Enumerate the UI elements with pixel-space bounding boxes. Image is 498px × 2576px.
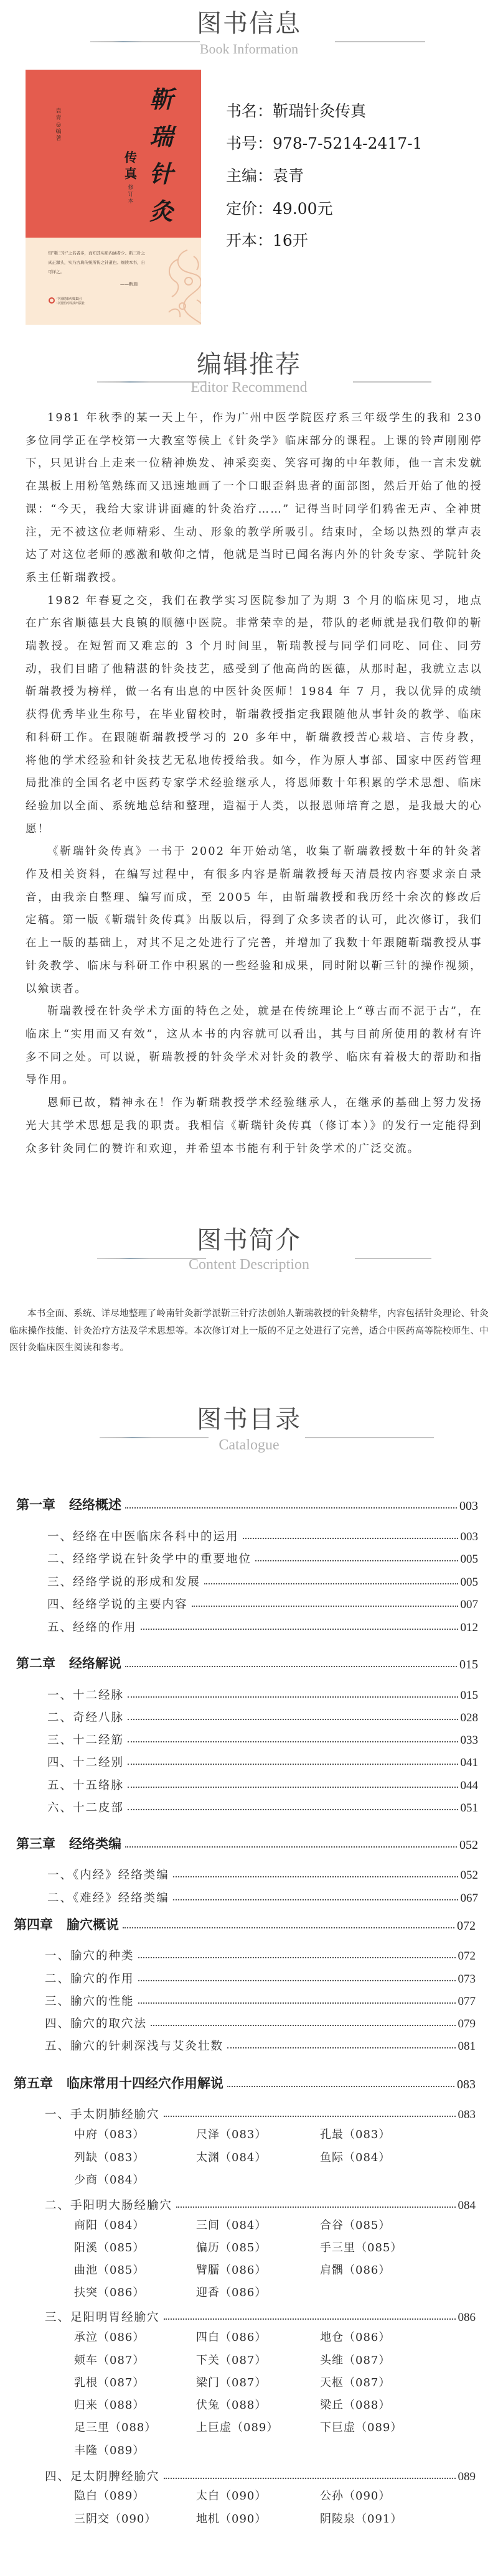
- acupoint-link[interactable]: 公孙（090）: [320, 2490, 391, 2503]
- section-header-content-description: [0, 1225, 498, 1275]
- section-header-book-info: [0, 9, 498, 58]
- acupoint-link[interactable]: 中府（083）: [74, 2128, 145, 2141]
- toc-section[interactable]: 六、十二皮部 051: [47, 1802, 478, 1815]
- acupoint-link[interactable]: 丰隆（089）: [74, 2444, 145, 2457]
- toc-section[interactable]: 四、足太阴脾经腧穴 089: [45, 2470, 476, 2483]
- section-title: 图书目录: [197, 1405, 301, 1434]
- acupoint-link[interactable]: 伏兔（088）: [196, 2399, 267, 2412]
- toc-section[interactable]: 四、腧穴的取穴法 079: [45, 2017, 476, 2030]
- book-cover: [26, 70, 201, 325]
- acupoint-row: [74, 2261, 448, 2280]
- acupoint-row: [74, 2328, 448, 2347]
- acupoint-row: [74, 2351, 448, 2370]
- paragraph: 靳瑞教授在针灸学术方面的特色之处，就是在传统理论上“尊古而不泥于古”，在临床上“实用而又有效”，这从本书的内容就可以看出，其与目前所使用的教材有许多不同之处。可以说，靳瑞教授的针灸学术对针灸的教学、临床有着极大的帮助和指导作用。: [26, 1005, 482, 1087]
- acupoint-row: [74, 2510, 448, 2529]
- acupoint-link[interactable]: 尺泽（083）: [196, 2128, 267, 2141]
- page-number: 072: [457, 1919, 476, 1933]
- acupoint-link[interactable]: 地机（090）: [196, 2513, 267, 2526]
- acupoint-link[interactable]: 太渊（084）: [196, 2151, 267, 2164]
- toc-section[interactable]: 四、十二经别 041: [47, 1756, 478, 1769]
- acupoint-link[interactable]: 太白（090）: [196, 2490, 267, 2503]
- acupoint-link[interactable]: 梁门（087）: [196, 2376, 267, 2389]
- acupoint-link[interactable]: 手三里（085）: [320, 2241, 403, 2254]
- acupoint-row: [74, 2216, 448, 2235]
- toc-section[interactable]: 一、十二经脉 015: [47, 1689, 478, 1702]
- acupoint-link[interactable]: 臂臑（086）: [196, 2264, 267, 2277]
- acupoint-row: [74, 2396, 448, 2415]
- toc-section[interactable]: 二、腧穴的作用 073: [45, 1973, 476, 1986]
- acupoint-link[interactable]: 列缺（083）: [74, 2151, 145, 2164]
- toc-section[interactable]: 一、经络在中医临床各科中的运用 003: [47, 1530, 478, 1543]
- page-number: 052: [459, 1838, 478, 1852]
- toc-section[interactable]: 三、经络学说的形成和发展 005: [47, 1576, 478, 1589]
- cover-publisher: [57, 297, 85, 306]
- format-value: 16开: [273, 231, 308, 249]
- section-title: 图书简介: [197, 1226, 301, 1255]
- toc-chapter-5[interactable]: 第五章 临床常用十四经穴作用解说 083: [14, 2075, 476, 2091]
- cover-quote-signature: ——靳瑞: [120, 282, 138, 287]
- toc-chapter-1[interactable]: 第一章 经络概述 003: [16, 1497, 478, 1513]
- section-subtitle: Book Information: [199, 41, 299, 57]
- paragraph: 恩师已故，精神永在！作为靳瑞教授学术经验继承人，在继承的基础上努力发扬光大其学术思想是我的职责。我相信《靳瑞针灸传真（修订本）》的发行一定能得到众多针灸同仁的赞许和欢迎，并希望本书能有利于针灸学术的广泛交流。: [26, 1097, 482, 1155]
- acupoint-link[interactable]: 迎香（086）: [196, 2286, 267, 2299]
- toc-section[interactable]: 二、奇经八脉 028: [47, 1711, 478, 1724]
- cover-quote: 知“靳三针”之名者多，而知其实质内涵者少。靳三针之真正源头，实乃古典传统所传之针道也。细读本书，自可详之。: [48, 251, 146, 274]
- paragraph: 《靳瑞针灸传真》一书于 2002 年开始动笔，收集了靳瑞教授数十年的针灸著作及相关资料，在编写过程中，有很多内容是靳瑞教授每天清晨按内容要求亲自录音，由我亲自整理、编写而成，至 2005 年，由靳瑞教授和我历经十余次的修改后定稿。第一版《靳瑞针灸传真》出版以后，得到了众多读者的认可，此次修订，我们在上一版的基础上，对其不足之处进行了完善，并增加了我数十年跟随靳瑞教授从事针灸教学、临床与科研工作中积累的一些经验和成果，同时附以靳三针的操作视频，以飨读者。: [26, 845, 482, 995]
- info-row-title: 书名：靳瑞针灸传真: [226, 102, 367, 120]
- acupoint-link[interactable]: 商阳（084）: [74, 2219, 145, 2232]
- paragraph: 1981 年秋季的某一天上午，作为广州中医学院医疗系三年级学生的我和 230 多位同学正在学校第一大教室等候上《针灸学》临床部分的课程。上课的铃声刚刚停下，只见讲台上走来一位精神焕发、神采奕奕、笑容可掬的中年教师，他一言未发就在黑板上用粉笔熟练而又迅速地画了一个口眼歪斜患者的面部图，然后开始了他的授课：“今天，我给大家讲讲面瘫的针灸治疗……” 记得当时同学们鸦雀无声、全神贯注，无不被这位老师精彩、生动、形象的教学所吸引。结束时，全场以热烈的掌声表达了对这位老师的感激和敬仰之情，他就是当时已闻名海内外的针灸专家、学院针灸系主任靳瑞教授。: [26, 412, 482, 584]
- acupoint-link[interactable]: 下巨虚（089）: [320, 2421, 403, 2434]
- acupoint-link[interactable]: 偏历（085）: [196, 2241, 267, 2254]
- acupoint-link[interactable]: 阴陵泉（091）: [320, 2513, 403, 2526]
- toc-section[interactable]: 二、手阳明大肠经腧穴 084: [45, 2199, 476, 2212]
- acupoint-link[interactable]: 地仓（086）: [320, 2331, 391, 2344]
- toc-section[interactable]: 四、经络学说的主要内容 007: [47, 1598, 478, 1611]
- acupoint-link[interactable]: 扶突（086）: [74, 2286, 145, 2299]
- cover-red-panel: [26, 70, 201, 238]
- toc-section[interactable]: 三、腧穴的性能 077: [45, 1995, 476, 2008]
- toc-section[interactable]: 一、《内经》经络类编 052: [47, 1869, 478, 1882]
- acupoint-row: [74, 2487, 448, 2506]
- cover-title: 靳瑞针灸: [149, 85, 173, 225]
- acupoint-link[interactable]: 下关（087）: [196, 2354, 267, 2367]
- acupoint-link[interactable]: 鱼际（084）: [320, 2151, 391, 2164]
- editor-value: 袁青: [273, 167, 304, 185]
- page-number: 003: [459, 1499, 478, 1513]
- publisher-line-2: 中国医药科技出版社: [57, 302, 85, 305]
- acupoint-link[interactable]: 梁丘（088）: [320, 2399, 391, 2412]
- content-description-text: [9, 1306, 489, 1357]
- page-number: 015: [459, 1658, 478, 1672]
- acupoint-link[interactable]: 曲池（085）: [74, 2264, 145, 2277]
- acupoint-link[interactable]: 肩髃（086）: [320, 2264, 391, 2277]
- toc-section[interactable]: 三、足阳明胃经腧穴 086: [45, 2311, 476, 2324]
- acupoint-row: [74, 2126, 448, 2144]
- publisher-logo-icon: [49, 297, 55, 304]
- section-subtitle: Content Description: [189, 1257, 309, 1273]
- acupoint-link[interactable]: 承泣（086）: [74, 2331, 145, 2344]
- info-row-format: 开本：16开: [226, 231, 308, 249]
- acupoint-link[interactable]: 少商（084）: [74, 2174, 145, 2187]
- paragraph: 1982 年春夏之交，我们在教学实习医院参加了为期 3 个月的临床见习，地点在广东省顺德县大良镇的顺德中医院。非常荣幸的是，带队的老师就是我们敬仰的靳瑞教授。在短暂而又难忘的 3 个月时间里，靳瑞教授与同学们同吃、同住、同劳动，我们目睹了他精湛的针灸技艺，感受到了他高尚的医德，从那时起，我就立志以靳瑞教授为榜样，做一名有出息的中医针灸医师！1984 年 7 月，我以优异的成绩获得优秀毕业生称号，在毕业留校时，靳瑞教授指定我跟随他从事针灸的教学、临床和科研工作。在跟随靳瑞教授学习的 20 多年中，靳瑞教授苦心栽培、言传身教，将他的学术经验和针灸技艺无私地传授给我。如今，作为原人事部、国家中医药管理局批准的全国名老中医药专家学术经验继承人，将恩师数十年积累的学术思想、临床经验加以全面、系统地总结和整理，造福于人类，以报恩师培育之恩，是我最大的心愿！: [26, 594, 482, 835]
- acupoint-row: [74, 2171, 448, 2190]
- acupoint-link[interactable]: 阳溪（085）: [74, 2241, 145, 2254]
- acupoint-link[interactable]: 上巨虚（089）: [196, 2421, 279, 2434]
- book-title-value: 靳瑞针灸传真: [273, 102, 367, 120]
- acupoint-link[interactable]: 合谷（085）: [320, 2219, 391, 2232]
- publisher-line-1: 中国健康传媒集团: [57, 297, 82, 301]
- cover-cream-panel: [26, 238, 201, 325]
- info-row-editor: 主编：袁青: [226, 167, 304, 185]
- section-header-catalogue: [0, 1405, 498, 1454]
- acupoint-row: [74, 2284, 448, 2302]
- toc-section[interactable]: 一、腧穴的种类 072: [45, 1950, 476, 1963]
- toc-section[interactable]: 五、十五络脉 044: [47, 1779, 478, 1792]
- acupoint-link[interactable]: 天枢（087）: [320, 2376, 391, 2389]
- toc-section[interactable]: 三、十二经筋 033: [47, 1734, 478, 1747]
- cover-edition: 修订本: [128, 185, 134, 205]
- price-value: 49.00元: [273, 200, 333, 218]
- section-title: 编辑推荐: [197, 350, 301, 379]
- toc-section[interactable]: 五、经络的作用 012: [47, 1621, 478, 1634]
- acupoint-link[interactable]: 头维（087）: [320, 2354, 391, 2367]
- toc-chapter-3[interactable]: 第三章 经络类编 052: [16, 1836, 478, 1852]
- acupoint-link[interactable]: 孔最（083）: [320, 2128, 391, 2141]
- toc-section[interactable]: 二、经络学说在针灸学中的重要地位 005: [47, 1553, 478, 1566]
- toc-section[interactable]: 一、手太阴肺经腧穴 083: [45, 2108, 476, 2121]
- acupoint-link[interactable]: 隐白（089）: [74, 2490, 145, 2503]
- toc-section[interactable]: 五、腧穴的针刺深浅与艾灸壮数 081: [45, 2040, 476, 2053]
- acupoint-row: [74, 2419, 448, 2437]
- acupoint-link[interactable]: 三阴交（090）: [74, 2513, 157, 2526]
- toc-chapter-2[interactable]: 第二章 经络解说 015: [16, 1655, 478, 1672]
- acupoint-link[interactable]: 乳根（087）: [74, 2376, 145, 2389]
- info-row-isbn: 书号：978-7-5214-2417-1: [226, 134, 423, 152]
- section-subtitle: Editor Recommend: [190, 379, 308, 396]
- cover-subtitle: 传真: [125, 150, 137, 181]
- page-number: 083: [457, 2078, 476, 2091]
- section-title: 图书信息: [197, 9, 301, 38]
- acupoint-row: [74, 2442, 448, 2460]
- acupoint-link[interactable]: 四白（086）: [196, 2331, 267, 2344]
- info-row-price: 定价：49.00元: [226, 200, 333, 218]
- acupoint-link[interactable]: 三间（084）: [196, 2219, 267, 2232]
- toc-chapter-4[interactable]: 第四章 腧穴概说 072: [14, 1917, 476, 1933]
- acupoint-link[interactable]: 足三里（088）: [74, 2421, 157, 2434]
- cover-author: 袁青◎编著: [55, 108, 62, 142]
- section-header-editor-recommend: [0, 350, 498, 399]
- acupoint-link[interactable]: 归来（088）: [74, 2399, 145, 2412]
- dragon-ornament-icon: [144, 244, 201, 325]
- isbn-value: 978-7-5214-2417-1: [273, 134, 423, 152]
- section-subtitle: Catalogue: [218, 1437, 280, 1453]
- acupoint-row: [74, 2374, 448, 2392]
- acupoint-link[interactable]: 颊车（087）: [74, 2354, 145, 2367]
- toc-section[interactable]: 二、《难经》经络类编 067: [47, 1892, 478, 1905]
- acupoint-row: [74, 2149, 448, 2167]
- acupoint-row: [74, 2239, 448, 2257]
- editor-recommend-text: [26, 407, 482, 1160]
- paragraph: 本书全面、系统、详尽地整理了岭南针灸新学派靳三针疗法创始人靳瑞教授的针灸精华，内容包括针灸理论、针灸临床操作技能、针灸治疗方法及学术思想等。本次修订对上一版的不足之处进行了完善，适合中医药高等院校师生、中医针灸临床医生阅读和参考。: [9, 1309, 489, 1353]
- leader-dots: [125, 1507, 457, 1509]
